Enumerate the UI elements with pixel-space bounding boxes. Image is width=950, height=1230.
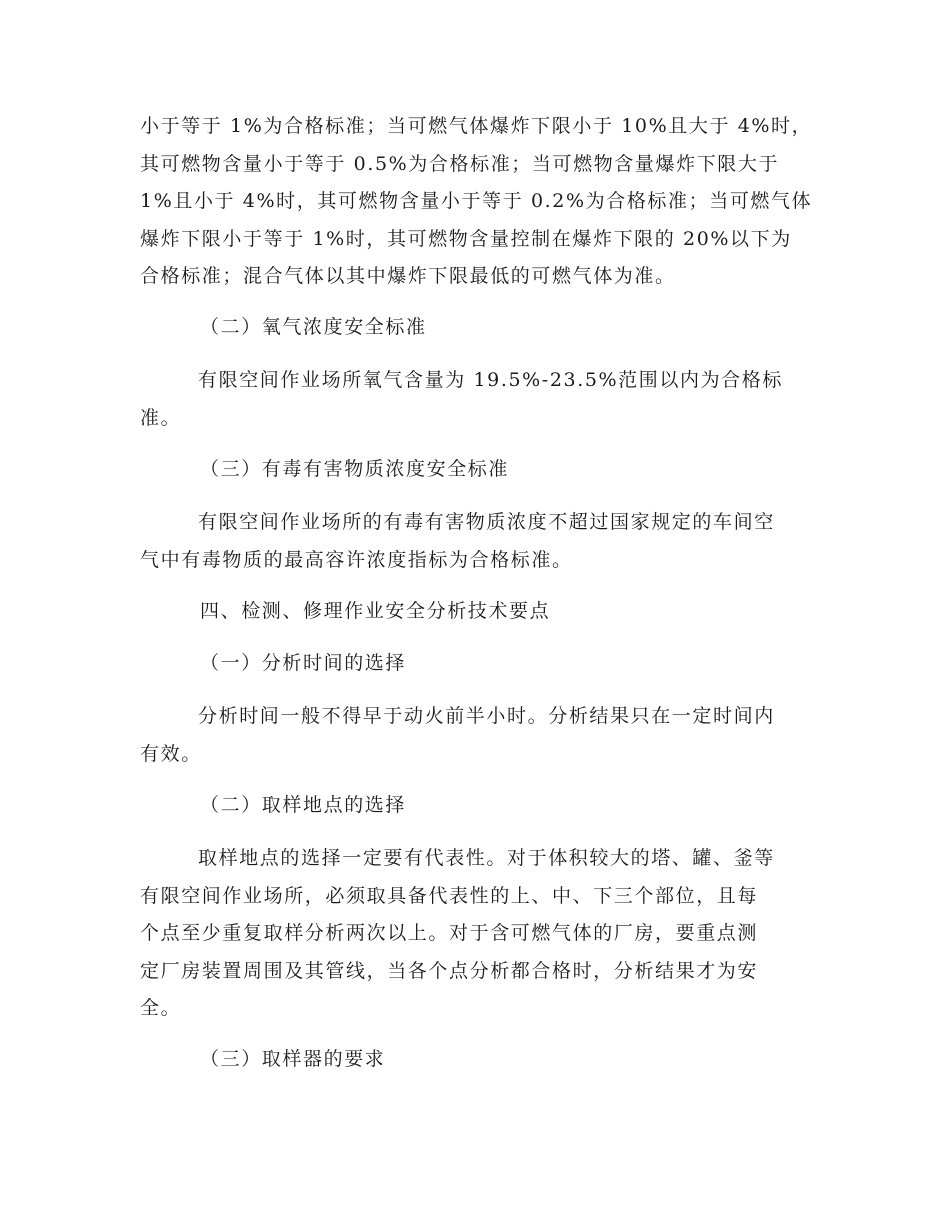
text-line: 有限空间作业场所氧气含量为 19.5%-23.5%范围以内为合格标 bbox=[198, 369, 783, 391]
text-line: 小于等于 1%为合格标准；当可燃气体爆炸下限小于 10%且大于 4%时， bbox=[140, 115, 813, 137]
paragraph-sampling-location bbox=[140, 840, 815, 1028]
text-line: 有限空间作业场所的有毒有害物质浓度不超过国家规定的车间空 bbox=[198, 511, 775, 533]
heading-oxygen-standard: （二）氧气浓度安全标准 bbox=[200, 316, 427, 338]
text-line: 个点至少重复取样分析两次以上。对于含可燃气体的厂房，要重点测 bbox=[140, 922, 759, 944]
text-line: 合格标准；混合气体以其中爆炸下限最低的可燃气体为准。 bbox=[140, 265, 676, 287]
text-line: 定厂房装置周围及其管线，当各个点分析都合格时，分析结果才为安 bbox=[140, 959, 759, 982]
text-line: 有效。 bbox=[140, 742, 202, 765]
heading-sampler-requirements: （三）取样器的要求 bbox=[200, 1048, 386, 1070]
text-line: 准。 bbox=[140, 406, 182, 429]
heading-sampling-location: （二）取样地点的选择 bbox=[200, 794, 407, 816]
paragraph-toxic-standard bbox=[140, 504, 815, 579]
text-line: 气中有毒物质的最高容许浓度指标为合格标准。 bbox=[140, 548, 573, 571]
text-line: 取样地点的选择一定要有代表性。对于体积较大的塔、罐、釜等 bbox=[198, 847, 775, 869]
heading-section-four: 四、检测、修理作业安全分析技术要点 bbox=[200, 600, 551, 622]
text-line: 全。 bbox=[140, 997, 182, 1019]
text-line: 爆炸下限小于等于 1%时，其可燃物含量控制在爆炸下限的 20%以下为 bbox=[140, 227, 792, 250]
paragraph-oxygen-standard bbox=[140, 362, 815, 437]
text-line: 分析时间一般不得早于动火前半小时。分析结果只在一定时间内 bbox=[198, 705, 775, 727]
text-line: 其可燃物含量小于等于 0.5%为合格标准；当可燃物含量爆炸下限大于 bbox=[140, 152, 780, 175]
text-line: 1%且小于 4%时，其可燃物含量小于等于 0.2%为合格标准；当可燃气体 bbox=[140, 190, 813, 212]
heading-analysis-time: （一）分析时间的选择 bbox=[200, 652, 407, 674]
heading-toxic-standard: （三）有毒有害物质浓度安全标准 bbox=[200, 458, 510, 480]
paragraph-flammable-standard bbox=[140, 108, 815, 296]
paragraph-analysis-time bbox=[140, 698, 815, 773]
text-line: 有限空间作业场所，必须取具备代表性的上、中、下三个部位，且每 bbox=[140, 884, 759, 907]
